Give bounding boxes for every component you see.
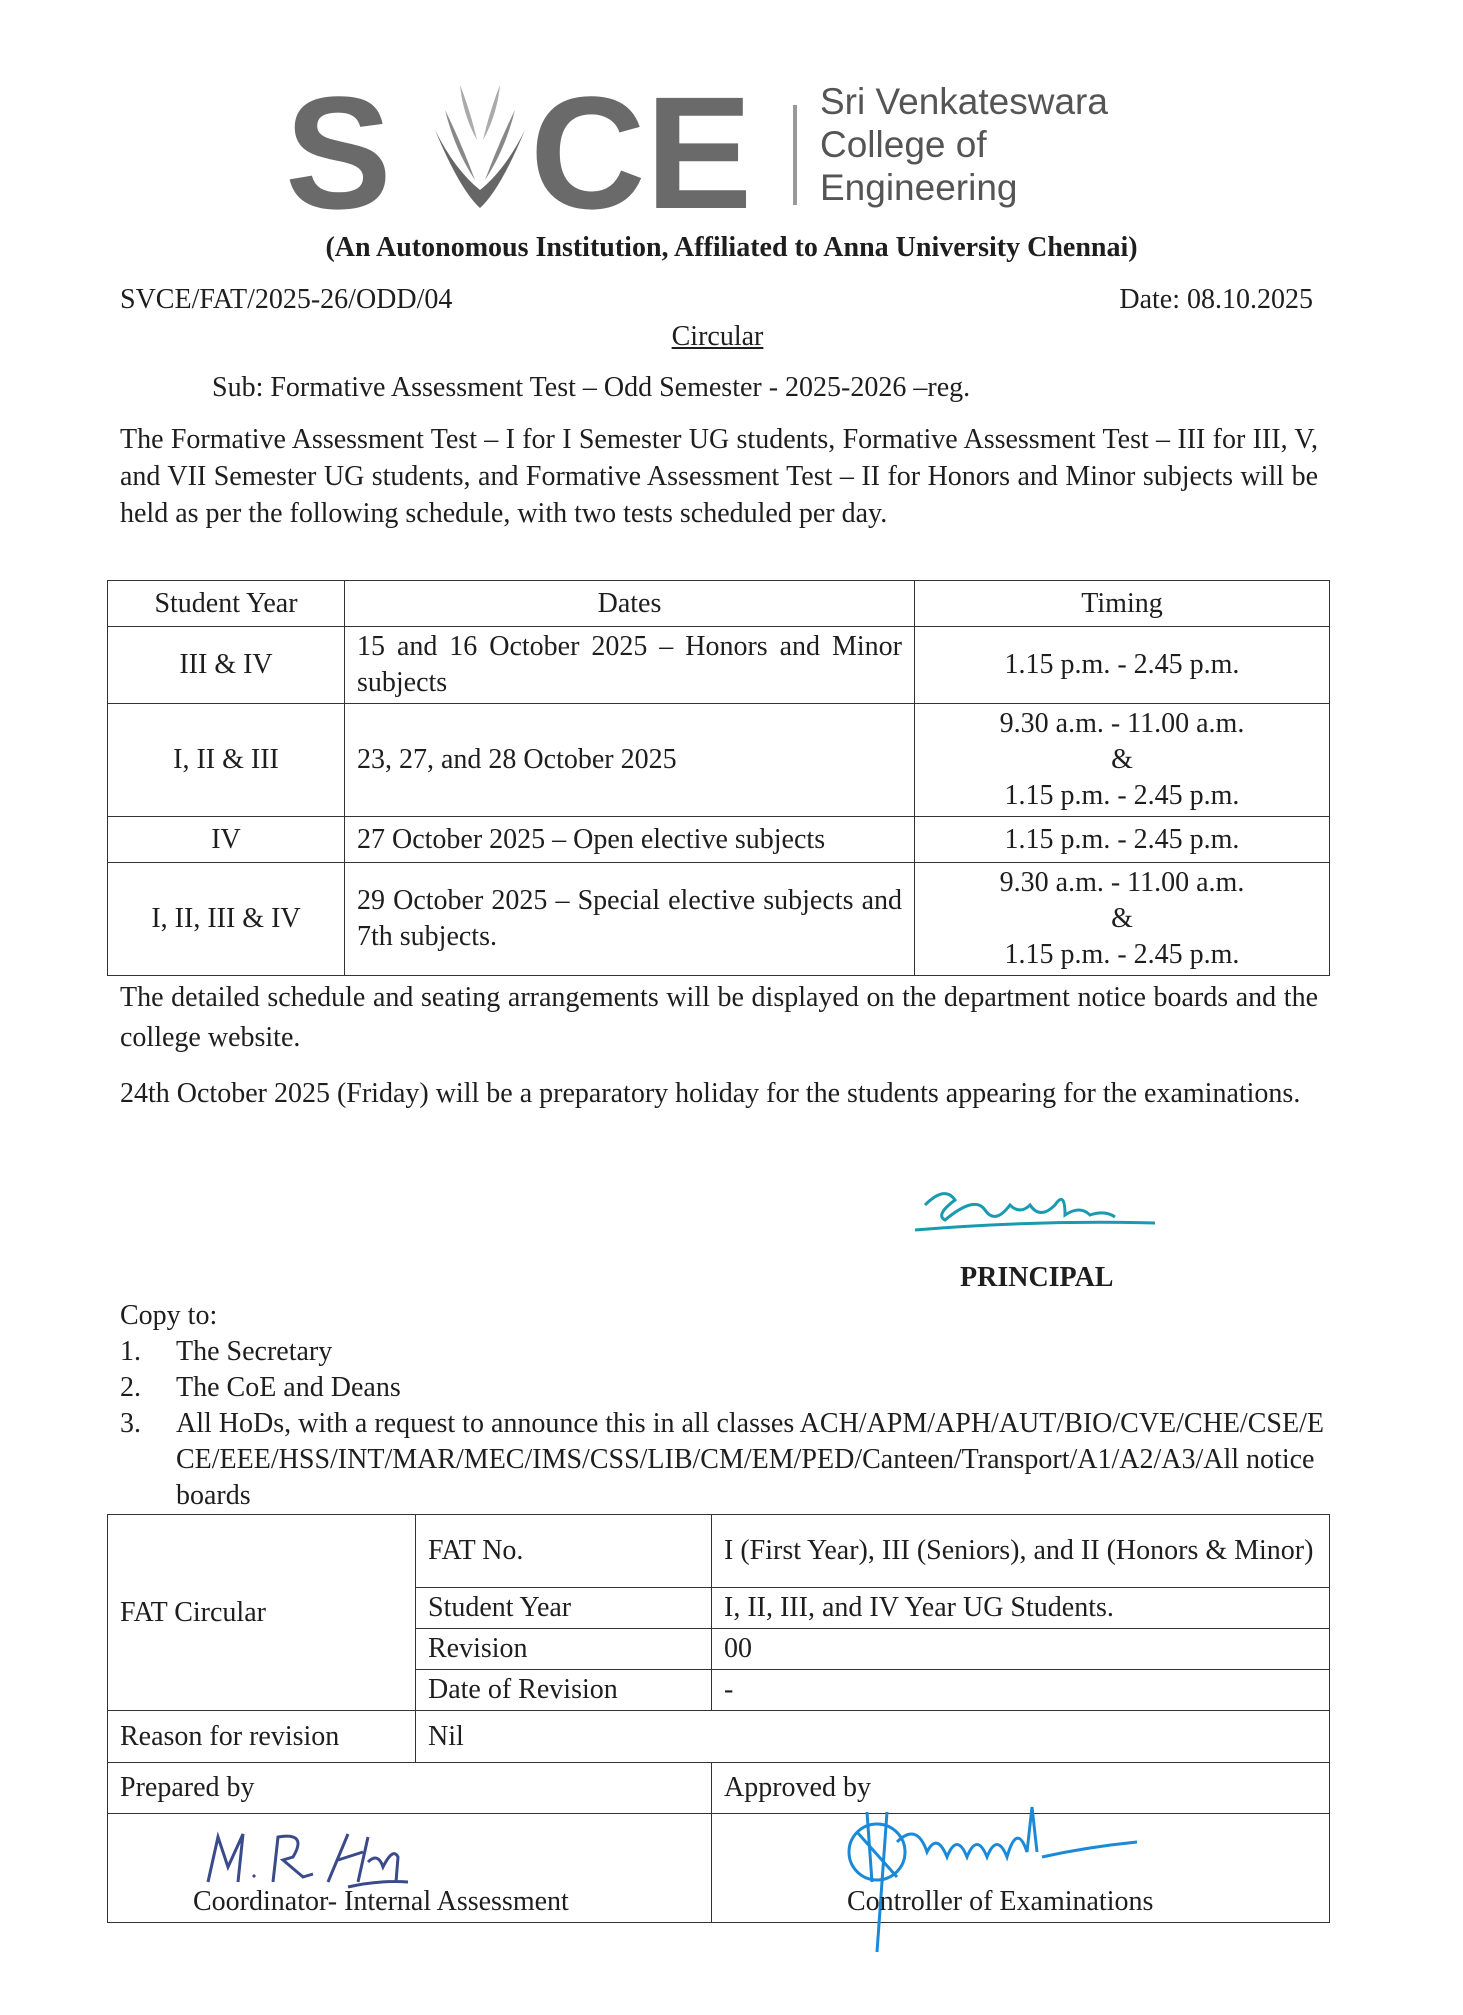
college-name-line: Engineering: [820, 167, 1018, 208]
dates-cell: 23, 27, and 28 October 2025: [345, 704, 915, 817]
dates-cell: 29 October 2025 – Special elective subjects and 7th subjects.: [345, 863, 915, 976]
field-value: I, II, III, and IV Year UG Students.: [712, 1588, 1330, 1629]
item-number: 3.: [120, 1408, 141, 1439]
table-header-row: [108, 581, 1330, 627]
table-row: [108, 1711, 1330, 1763]
timing-line: &: [1111, 744, 1133, 775]
student-year-cell: I, II & III: [108, 704, 345, 817]
timing-cell: 1.15 p.m. - 2.45 p.m.: [915, 817, 1330, 863]
coordinator-signature-icon: [198, 1822, 478, 1892]
item-number: 1.: [120, 1336, 141, 1367]
timing-line: &: [1111, 903, 1133, 934]
approved-by-cell: [712, 1814, 1330, 1923]
field-label: Student Year: [416, 1588, 712, 1629]
table-row: [108, 627, 1330, 704]
circular-date: Date: 08.10.2025: [1119, 284, 1313, 315]
field-value: I (First Year), III (Seniors), and II (Honors & Minor): [712, 1515, 1330, 1588]
document-type: Circular: [671, 321, 764, 352]
intro-paragraph: The Formative Assessment Test – I for I Semester UG students, Formative Assessment Test – III for III, V, and VII Semester UG students, and Formative Assessment Test – II for Honors and Minor subjects will be held as per the following schedule, with two tests scheduled per day.: [120, 424, 1318, 529]
table-row: [108, 1814, 1330, 1923]
timing-line: 9.30 a.m. - 11.00 a.m.: [999, 867, 1245, 898]
timing-cell: 1.15 p.m. - 2.45 p.m.: [915, 627, 1330, 704]
coordinator-role: Coordinator- Internal Assessment: [193, 1886, 569, 1917]
reason-value: Nil: [416, 1711, 1330, 1763]
signatory-title: PRINCIPAL: [960, 1262, 1114, 1293]
column-header: Student Year: [108, 581, 345, 627]
schedule-note: The detailed schedule and seating arrangements will be displayed on the department notice boards and the college website.: [120, 982, 1318, 1053]
item-text: The Secretary: [176, 1336, 333, 1367]
list-item: [120, 1334, 1330, 1370]
group-label: FAT Circular: [108, 1515, 416, 1711]
copy-to-section: [120, 1298, 1330, 1514]
field-value: -: [712, 1670, 1330, 1711]
timing-cell: [915, 863, 1330, 976]
revision-table: [107, 1514, 1330, 1923]
svg-text:CE: CE: [530, 70, 753, 220]
subject-line: Sub: Formative Assessment Test – Odd Semester - 2025-2026 –reg.: [212, 372, 971, 403]
svg-text:S: S: [285, 70, 392, 220]
item-text: All HoDs, with a request to announce this in all classes ACH/APM/APH/AUT/BIO/CVE/CHE/CSE/ECE/EEE/HSS/INT/MAR/MEC/IMS/CSS/LIB/CM/EM/PED/Canteen/Transport/A1/A2/A3/All notice boards: [176, 1408, 1324, 1511]
college-name: [820, 80, 1108, 209]
copy-to-list: [120, 1334, 1330, 1514]
column-header: Dates: [345, 581, 915, 627]
item-number: 2.: [120, 1372, 141, 1403]
college-name-line: College of: [820, 124, 987, 165]
table-row: [108, 817, 1330, 863]
field-label: FAT No.: [416, 1515, 712, 1588]
copy-to-label: Copy to:: [120, 1300, 218, 1331]
reference-number: SVCE/FAT/2025-26/ODD/04: [120, 284, 453, 315]
holiday-note: 24th October 2025 (Friday) will be a preparatory holiday for the students appearing for the examinations.: [120, 1078, 1301, 1109]
svce-logo-icon: [285, 70, 805, 220]
field-label: Date of Revision: [416, 1670, 712, 1711]
signature-icon: [915, 1175, 1165, 1255]
timing-cell: [915, 704, 1330, 817]
item-text: The CoE and Deans: [176, 1372, 401, 1403]
college-logo: [285, 70, 805, 220]
student-year-cell: IV: [108, 817, 345, 863]
timing-line: 9.30 a.m. - 11.00 a.m.: [999, 708, 1245, 739]
field-label: Revision: [416, 1629, 712, 1670]
college-name-line: Sri Venkateswara: [820, 81, 1108, 122]
list-item: [120, 1370, 1330, 1406]
field-value: 00: [712, 1629, 1330, 1670]
list-item: [120, 1406, 1330, 1514]
timing-line: 1.15 p.m. - 2.45 p.m.: [1004, 939, 1240, 970]
table-row: [108, 863, 1330, 976]
approved-by-label: Approved by: [712, 1763, 1330, 1814]
student-year-cell: III & IV: [108, 627, 345, 704]
table-row: [108, 1515, 1330, 1588]
principal-signature: [915, 1175, 1165, 1260]
affiliation: (An Autonomous Institution, Affiliated to Anna University Chennai): [325, 232, 1138, 263]
prepared-by-cell: [108, 1814, 712, 1923]
reason-label: Reason for revision: [108, 1711, 416, 1763]
prepared-by-label: Prepared by: [108, 1763, 712, 1814]
schedule-table: [107, 580, 1330, 976]
table-row: [108, 704, 1330, 817]
column-header: Timing: [915, 581, 1330, 627]
timing-line: 1.15 p.m. - 2.45 p.m.: [1004, 780, 1240, 811]
controller-signature-icon: [837, 1802, 1237, 1952]
dates-cell: 27 October 2025 – Open elective subjects: [345, 817, 915, 863]
controller-role: Controller of Examinations: [847, 1886, 1154, 1917]
student-year-cell: I, II, III & IV: [108, 863, 345, 976]
dates-cell: 15 and 16 October 2025 – Honors and Minor subjects: [345, 627, 915, 704]
